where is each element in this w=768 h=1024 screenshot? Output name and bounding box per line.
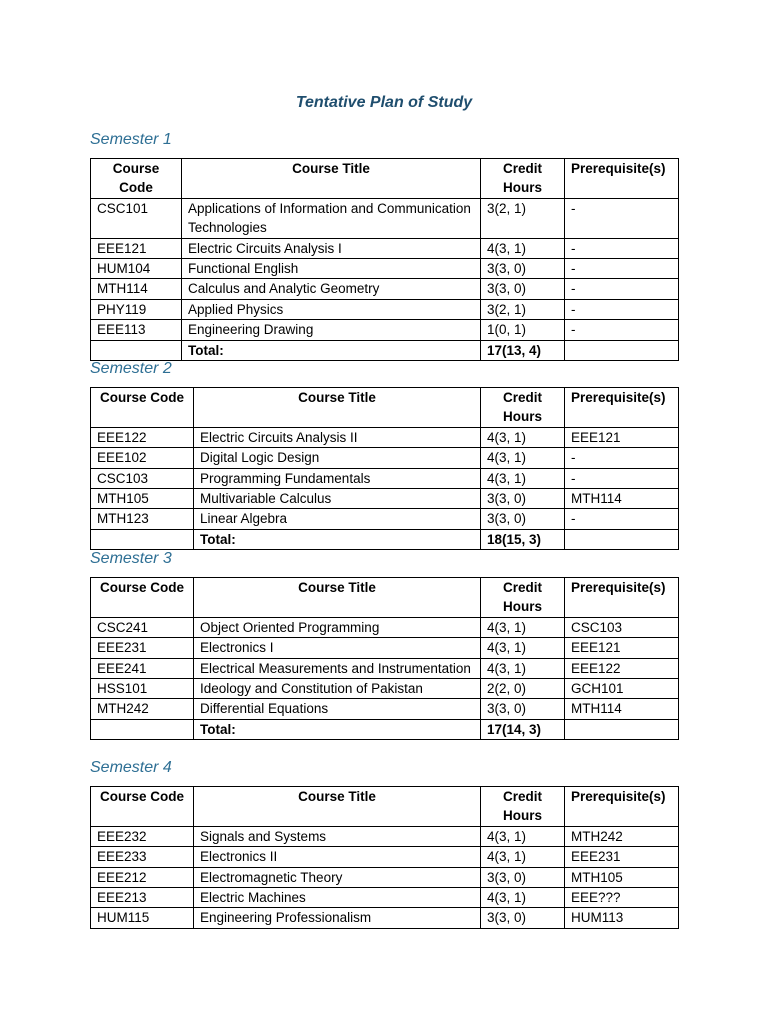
prerequisite: EEE???	[565, 888, 679, 908]
prerequisite: CSC103	[565, 617, 679, 637]
course-code: EEE232	[91, 826, 194, 846]
total-credit-hours: 18(15, 3)	[481, 529, 565, 549]
course-code: EEE121	[91, 238, 182, 258]
prerequisite: EEE122	[565, 658, 679, 678]
credit-hours: 4(3, 1)	[481, 468, 565, 488]
header-prerequisites: Prerequisite(s)	[565, 388, 679, 428]
course-title: Electrical Measurements and Instrumentation	[194, 658, 481, 678]
course-code: PHY119	[91, 299, 182, 319]
credit-hours: 3(2, 1)	[481, 198, 565, 238]
table-row	[91, 279, 679, 299]
prerequisite: -	[565, 259, 679, 279]
table-row	[91, 509, 679, 529]
course-code: EEE231	[91, 638, 194, 658]
header-course-title: Course Title	[194, 787, 481, 827]
prerequisite: MTH114	[565, 489, 679, 509]
course-title: Differential Equations	[194, 699, 481, 719]
course-code: EEE213	[91, 888, 194, 908]
course-code: CSC103	[91, 468, 194, 488]
course-code: CSC101	[91, 198, 182, 238]
table-row	[91, 320, 679, 340]
course-code: MTH123	[91, 509, 194, 529]
table-row	[91, 259, 679, 279]
course-title: Electric Circuits Analysis II	[194, 427, 481, 447]
course-code: HUM104	[91, 259, 182, 279]
course-code: MTH114	[91, 279, 182, 299]
course-title: Programming Fundamentals	[194, 468, 481, 488]
table-row	[91, 658, 679, 678]
course-code: EEE122	[91, 427, 194, 447]
course-code: EEE233	[91, 847, 194, 867]
header-course-title: Course Title	[182, 159, 481, 199]
course-title: Calculus and Analytic Geometry	[182, 279, 481, 299]
table-row	[91, 638, 679, 658]
semester-4-heading: Semester 4	[90, 759, 172, 776]
prerequisite: -	[565, 238, 679, 258]
total-row	[91, 340, 679, 360]
course-code: HUM115	[91, 908, 194, 928]
table-row	[91, 468, 679, 488]
credit-hours: 3(3, 0)	[481, 867, 565, 887]
total-label: Total:	[194, 529, 481, 549]
course-code: EEE113	[91, 320, 182, 340]
course-code: CSC241	[91, 617, 194, 637]
credit-hours: 3(2, 1)	[481, 299, 565, 319]
header-course-code: Course Code	[91, 159, 182, 199]
credit-hours: 4(3, 1)	[481, 847, 565, 867]
table-row	[91, 699, 679, 719]
semester-2-heading: Semester 2	[90, 360, 172, 377]
table-row	[91, 489, 679, 509]
prerequisite: -	[565, 509, 679, 529]
credit-hours: 3(3, 0)	[481, 489, 565, 509]
semester-2-table	[90, 387, 679, 550]
header-course-title: Course Title	[194, 578, 481, 618]
credit-hours: 4(3, 1)	[481, 617, 565, 637]
table-row	[91, 198, 679, 238]
header-credit-hours: Credit Hours	[481, 388, 565, 428]
course-title: Object Oriented Programming	[194, 617, 481, 637]
table-header-row	[91, 388, 679, 428]
header-credit-hours: Credit Hours	[481, 159, 565, 199]
credit-hours: 3(3, 0)	[481, 699, 565, 719]
semester-1-table	[90, 158, 679, 361]
prerequisite: -	[565, 198, 679, 238]
course-code: MTH242	[91, 699, 194, 719]
header-credit-hours: Credit Hours	[481, 578, 565, 618]
total-row	[91, 719, 679, 739]
table-row	[91, 617, 679, 637]
course-title: Digital Logic Design	[194, 448, 481, 468]
semester-3-table	[90, 577, 679, 740]
credit-hours: 4(3, 1)	[481, 448, 565, 468]
course-title: Engineering Drawing	[182, 320, 481, 340]
credit-hours: 4(3, 1)	[481, 427, 565, 447]
prerequisite: EEE121	[565, 427, 679, 447]
header-course-code: Course Code	[91, 388, 194, 428]
header-course-title: Course Title	[194, 388, 481, 428]
course-title: Signals and Systems	[194, 826, 481, 846]
course-title: Electronics II	[194, 847, 481, 867]
table-row	[91, 299, 679, 319]
prerequisite: GCH101	[565, 679, 679, 699]
table-row	[91, 679, 679, 699]
prerequisite: EEE231	[565, 847, 679, 867]
document-title: Tentative Plan of Study	[295, 94, 473, 111]
credit-hours: 4(3, 1)	[481, 238, 565, 258]
prerequisite: MTH114	[565, 699, 679, 719]
course-title: Applied Physics	[182, 299, 481, 319]
prerequisite: MTH242	[565, 826, 679, 846]
course-title: Electromagnetic Theory	[194, 867, 481, 887]
credit-hours: 4(3, 1)	[481, 638, 565, 658]
course-title: Linear Algebra	[194, 509, 481, 529]
table-header-row	[91, 578, 679, 618]
credit-hours: 2(2, 0)	[481, 679, 565, 699]
course-code: MTH105	[91, 489, 194, 509]
table-header-row	[91, 787, 679, 827]
course-code: EEE102	[91, 448, 194, 468]
credit-hours: 4(3, 1)	[481, 888, 565, 908]
total-credit-hours: 17(14, 3)	[481, 719, 565, 739]
table-row	[91, 238, 679, 258]
prerequisite: -	[565, 320, 679, 340]
header-credit-hours: Credit Hours	[481, 787, 565, 827]
prerequisite: -	[565, 279, 679, 299]
total-credit-hours: 17(13, 4)	[481, 340, 565, 360]
total-label: Total:	[182, 340, 481, 360]
prerequisite: -	[565, 448, 679, 468]
semester-4-table	[90, 786, 679, 929]
course-title: Electric Machines	[194, 888, 481, 908]
credit-hours: 3(3, 0)	[481, 509, 565, 529]
header-course-code: Course Code	[91, 578, 194, 618]
table-row	[91, 448, 679, 468]
header-prerequisites: Prerequisite(s)	[565, 159, 679, 199]
credit-hours: 4(3, 1)	[481, 658, 565, 678]
course-title: Applications of Information and Communication Technologies	[182, 198, 481, 238]
credit-hours: 3(3, 0)	[481, 279, 565, 299]
total-label: Total:	[194, 719, 481, 739]
semester-1-heading: Semester 1	[90, 131, 172, 148]
course-title: Electric Circuits Analysis I	[182, 238, 481, 258]
semester-3-heading: Semester 3	[90, 550, 172, 567]
prerequisite: HUM113	[565, 908, 679, 928]
table-row	[91, 826, 679, 846]
table-row	[91, 427, 679, 447]
table-header-row	[91, 159, 679, 199]
course-title: Ideology and Constitution of Pakistan	[194, 679, 481, 699]
header-prerequisites: Prerequisite(s)	[565, 578, 679, 618]
prerequisite: EEE121	[565, 638, 679, 658]
course-code: EEE241	[91, 658, 194, 678]
table-row	[91, 867, 679, 887]
course-title: Electronics I	[194, 638, 481, 658]
table-row	[91, 908, 679, 928]
prerequisite: -	[565, 299, 679, 319]
credit-hours: 4(3, 1)	[481, 826, 565, 846]
credit-hours: 3(3, 0)	[481, 908, 565, 928]
header-course-code: Course Code	[91, 787, 194, 827]
course-title: Engineering Professionalism	[194, 908, 481, 928]
prerequisite: MTH105	[565, 867, 679, 887]
course-title: Functional English	[182, 259, 481, 279]
table-row	[91, 888, 679, 908]
course-code: HSS101	[91, 679, 194, 699]
credit-hours: 1(0, 1)	[481, 320, 565, 340]
credit-hours: 3(3, 0)	[481, 259, 565, 279]
course-code: EEE212	[91, 867, 194, 887]
header-prerequisites: Prerequisite(s)	[565, 787, 679, 827]
prerequisite: -	[565, 468, 679, 488]
table-row	[91, 847, 679, 867]
total-row	[91, 529, 679, 549]
course-title: Multivariable Calculus	[194, 489, 481, 509]
